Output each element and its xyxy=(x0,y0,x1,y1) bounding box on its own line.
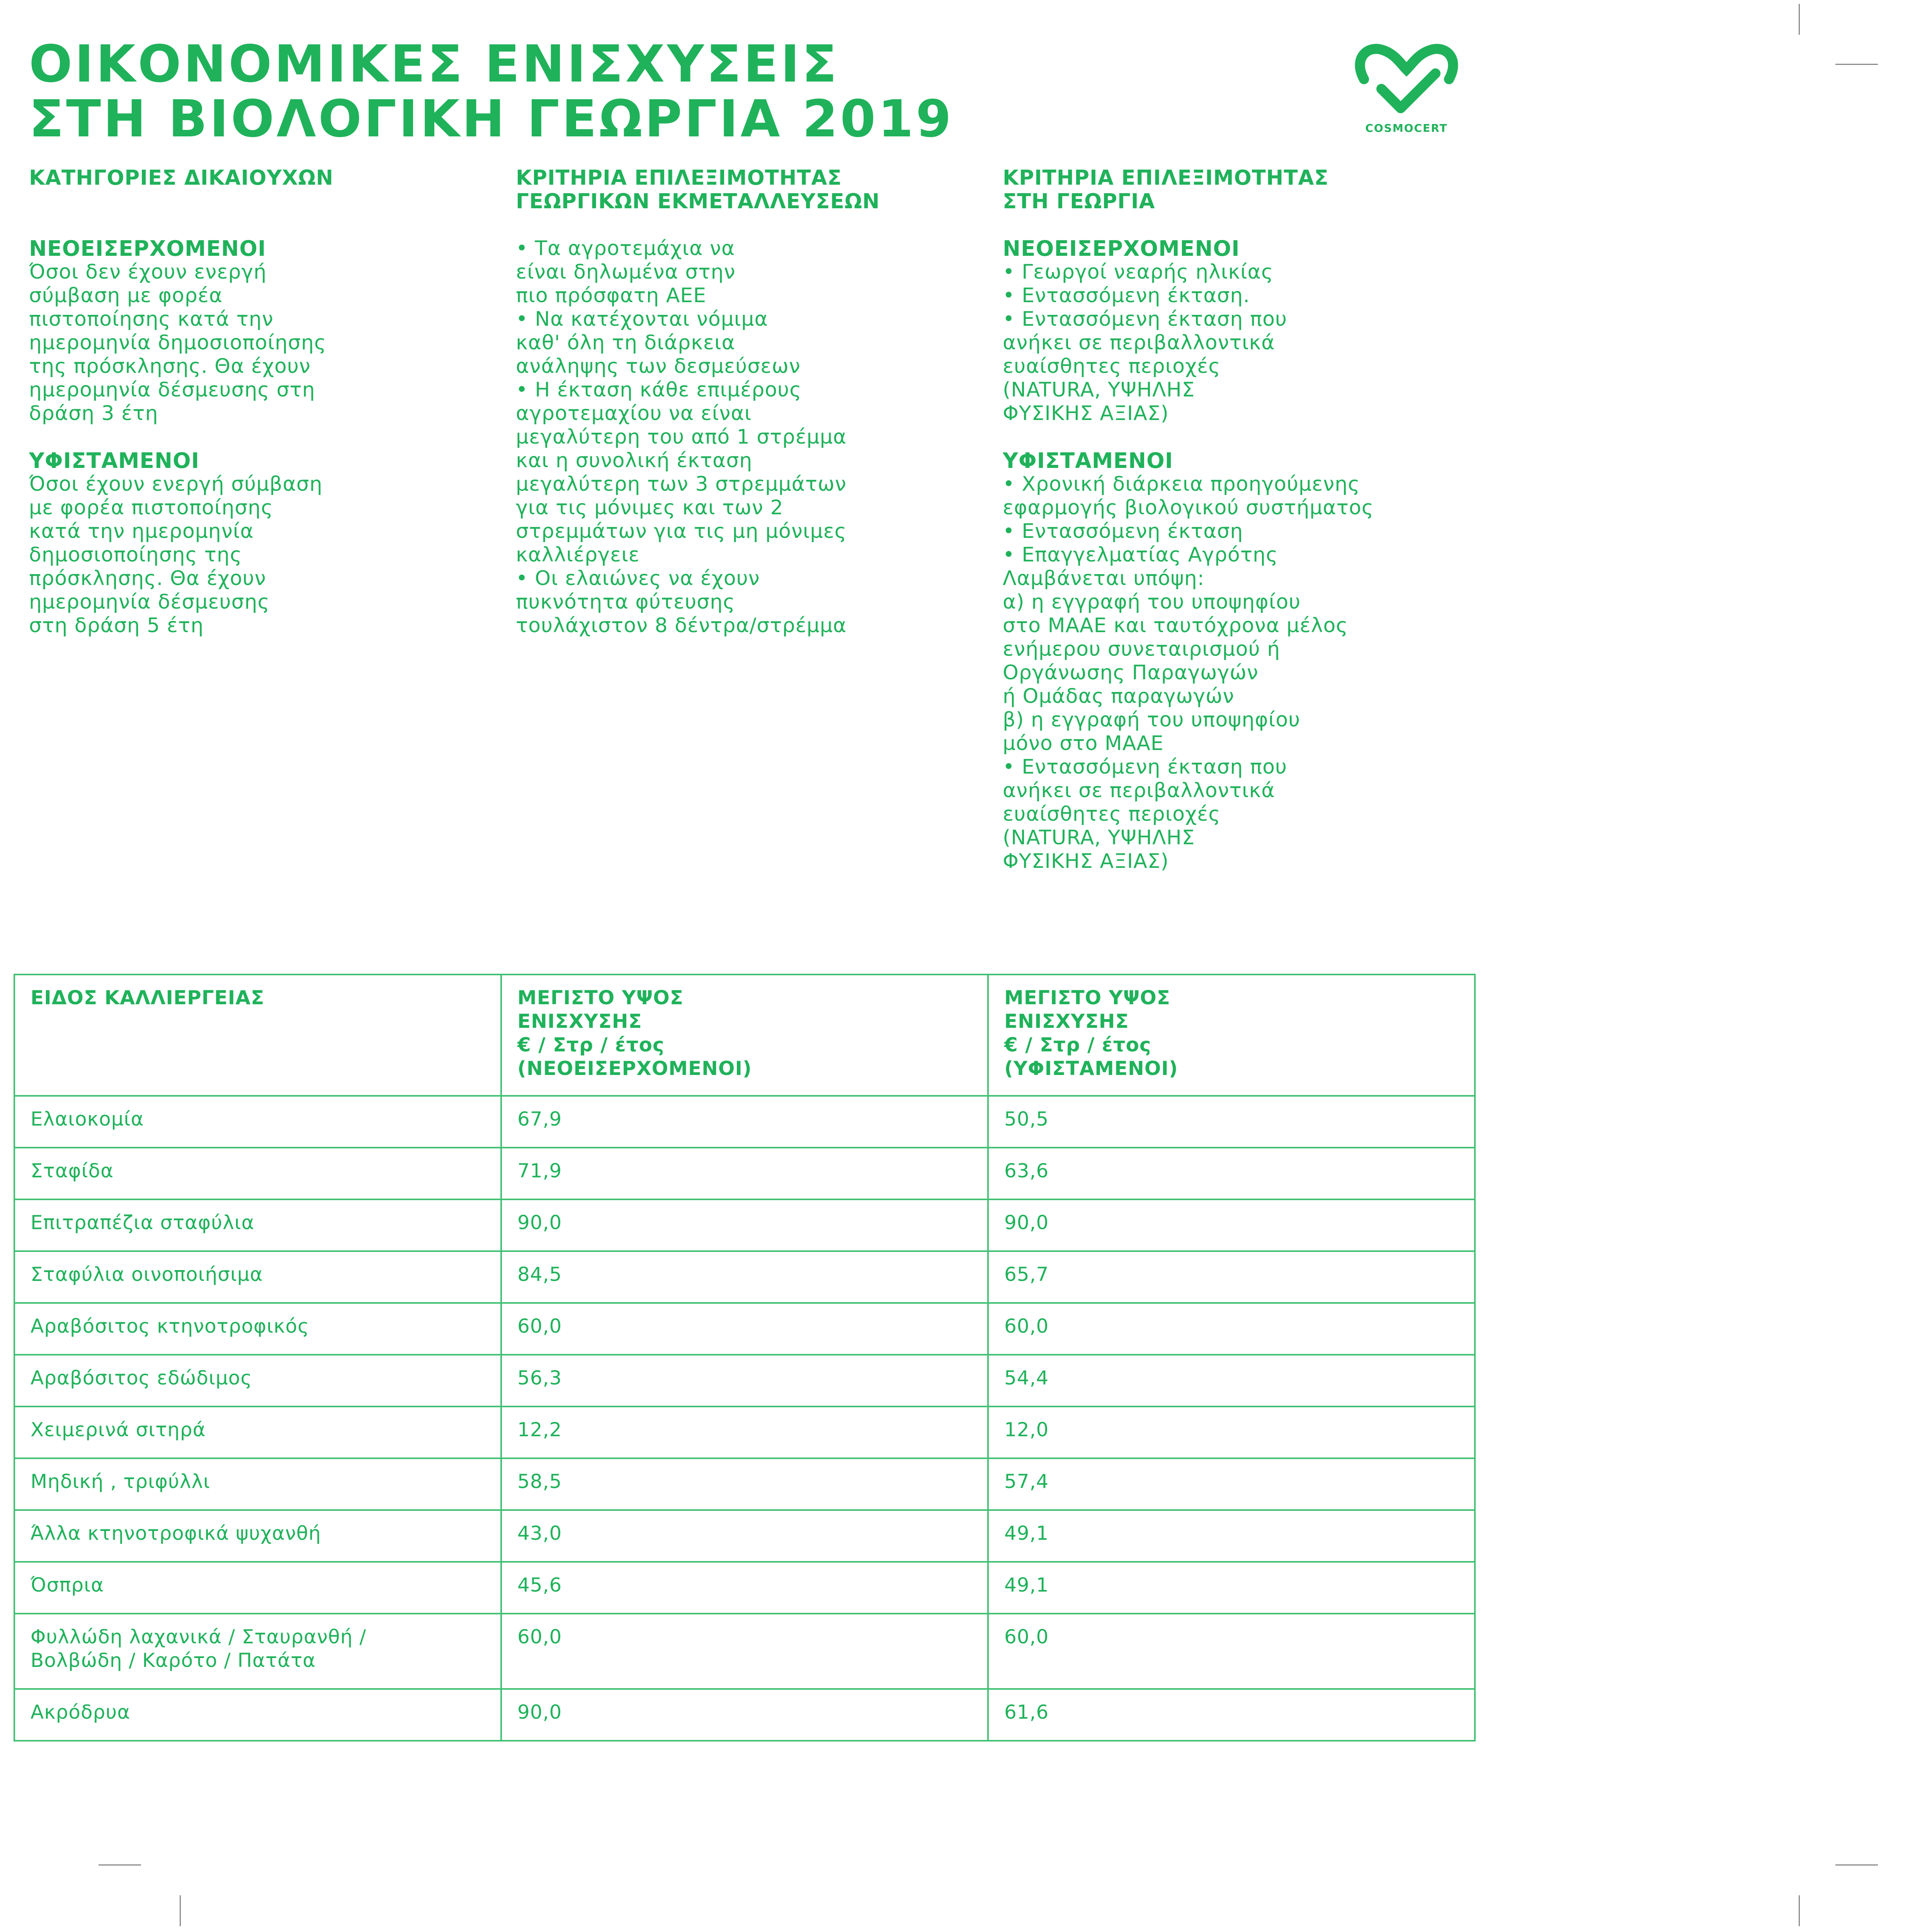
agri-existing-item: • Εντασσόμενη έκταση xyxy=(1003,520,1243,543)
title-line-2: ΣΤΗ ΒΙΟΛΟΓΙΚΗ ΓΕΩΡΓΙΑ 2019 xyxy=(29,89,954,149)
newcomers-description: Όσοι δεν έχουν ενεργή σύμβαση με φορέα πιστοποίησης κατά την ημερομηνία δημοσιοποίησης της πρόσκλησης. Θα έχουν ημερομηνία δέσμευσης στη δράση 3 έτη xyxy=(29,260,327,425)
header-max-existing: ΜΕΓΙΣΤΟ ΥΨΟΣ ΕΝΙΣΧΥΣΗΣ € / Στρ / έτος (ΥΦΙΣΤΑΜΕΝΟΙ) xyxy=(988,975,1475,1096)
table-row xyxy=(14,1689,1475,1741)
subsidy-table xyxy=(14,974,1476,1742)
existing-value-cell: 60,0 xyxy=(988,1614,1475,1689)
crop-name-cell: Άλλα κτηνοτροφικά ψυχανθή xyxy=(14,1510,501,1562)
table-row xyxy=(14,1562,1475,1614)
crop-name-cell: Ακρόδρυα xyxy=(14,1689,501,1741)
table-row xyxy=(14,1096,1475,1148)
existing-value-cell: 63,6 xyxy=(988,1148,1475,1199)
title-line-1: ΟΙΚΟΝΟΜΙΚΕΣ ΕΝΙΣΧΥΣΕΙΣ xyxy=(29,34,839,94)
heart-check-icon xyxy=(1352,43,1461,120)
newcomers-value-cell: 67,9 xyxy=(501,1096,988,1148)
crop-name-cell: Ελαιοκομία xyxy=(14,1096,501,1148)
table-row xyxy=(14,1458,1475,1510)
crop-name-cell: Φυλλώδη λαχανικά / Σταυρανθή / Βολβώδη / Καρότο / Πατάτα xyxy=(14,1614,501,1689)
farm-criteria-item: • Η έκταση κάθε επιμέρους αγροτεμαχίου να είναι μεγαλύτερη του από 1 στρέμμα και η συνολική έκταση μεγαλύτερη των 3 στρεμμάτων για τις μόνιμες και των 2 στρεμμάτων για τις μη μόνιμες καλλιέργειε xyxy=(516,378,847,566)
crop-mark-top-right-horizontal xyxy=(1835,64,1878,65)
newcomers-title: ΝΕΟΕΙΣΕΡΧΟΜΕΝΟΙ xyxy=(29,236,266,261)
existing-value-cell: 50,5 xyxy=(988,1096,1475,1148)
agri-existing-item: • Εντασσόμενη έκταση που ανήκει σε περιβαλλοντικά ευαίσθητες περιοχές (NATURA, ΥΨΗΛΗΣ ΦΥΣΙΚΗΣ ΑΞΙΑΣ) xyxy=(1003,755,1287,873)
agri-newcomers-item: • Εντασσόμενη έκταση που ανήκει σε περιβαλλοντικά ευαίσθητες περιοχές (NATURA, ΥΨΗΛΗΣ ΦΥΣΙΚΗΣ ΑΞΙΑΣ) xyxy=(1003,308,1287,425)
table-row xyxy=(14,1251,1475,1303)
beneficiaries-column xyxy=(29,166,493,661)
existing-value-cell: 49,1 xyxy=(988,1510,1475,1562)
newcomers-value-cell: 60,0 xyxy=(501,1303,988,1355)
table-row xyxy=(14,1510,1475,1562)
agri-newcomers-item: • Γεωργοί νεαρής ηλικίας xyxy=(1003,260,1274,284)
beneficiaries-heading: ΚΑΤΗΓΟΡΙΕΣ ΔΙΚΑΙΟΥΧΩΝ xyxy=(29,166,334,190)
header-crop-type: ΕΙΔΟΣ ΚΑΛΛΙΕΡΓΕΙΑΣ xyxy=(14,975,501,1096)
newcomers-value-cell: 60,0 xyxy=(501,1614,988,1689)
crop-mark-bottom-left-vertical xyxy=(180,1895,181,1926)
farm-criteria-column xyxy=(516,166,980,638)
existing-value-cell: 60,0 xyxy=(988,1303,1475,1355)
newcomers-value-cell: 12,2 xyxy=(501,1406,988,1458)
crop-mark-bottom-left-horizontal xyxy=(99,1864,141,1866)
agri-newcomers-title: ΝΕΟΕΙΣΕΡΧΟΜΕΝΟΙ xyxy=(1003,236,1240,261)
existing-description: Όσοι έχουν ενεργή σύμβαση με φορέα πιστοποίησης κατά την ημερομηνία δημοσιοποίησης της πρόσκλησης. Θα έχουν ημερομηνία δέσμευσης στη δράση 5 έτη xyxy=(29,473,323,637)
crop-name-cell: Όσπρια xyxy=(14,1562,501,1614)
table-row xyxy=(14,1303,1475,1355)
farm-criteria-item: • Τα αγροτεμάχια να είναι δηλωμένα στην πιο πρόσφατη ΑΕΕ xyxy=(516,237,736,307)
crop-name-cell: Επιτραπέζια σταφύλια xyxy=(14,1199,501,1251)
existing-value-cell: 54,4 xyxy=(988,1355,1475,1406)
agri-criteria-heading: ΚΡΙΤΗΡΙΑ ΕΠΙΛΕΞΙΜΟΤΗΤΑΣ ΣΤΗ ΓΕΩΡΓΙΑ xyxy=(1003,166,1329,213)
crop-mark-top-right-vertical xyxy=(1799,4,1800,35)
agri-criteria-column xyxy=(1003,166,1466,873)
agri-newcomers-item: • Εντασσόμενη έκταση. xyxy=(1003,284,1250,307)
newcomers-value-cell: 43,0 xyxy=(501,1510,988,1562)
newcomers-value-cell: 71,9 xyxy=(501,1148,988,1199)
crop-name-cell: Μηδική , τριφύλλι xyxy=(14,1458,501,1510)
table-row xyxy=(14,1199,1475,1251)
crop-name-cell: Χειμερινά σιτηρά xyxy=(14,1406,501,1458)
existing-value-cell: 61,6 xyxy=(988,1689,1475,1741)
agri-existing-item: • Χρονική διάρκεια προηγούμενης εφαρμογής βιολογικού συστήματος xyxy=(1003,473,1374,519)
table-row xyxy=(14,1148,1475,1199)
newcomers-value-cell: 90,0 xyxy=(501,1199,988,1251)
farm-criteria-item: • Οι ελαιώνες να έχουν πυκνότητα φύτευσης τουλάχιστον 8 δέντρα/στρέμμα xyxy=(516,567,847,637)
agri-newcomers-list xyxy=(1003,260,1466,425)
existing-title: ΥΦΙΣΤΑΜΕΝΟΙ xyxy=(29,448,200,473)
existing-value-cell: 90,0 xyxy=(988,1199,1475,1251)
newcomers-value-cell: 56,3 xyxy=(501,1355,988,1406)
newcomers-value-cell: 84,5 xyxy=(501,1251,988,1303)
crop-mark-bottom-right-horizontal xyxy=(1835,1864,1878,1866)
agri-existing-item: • Επαγγελματίας Αγρότης Λαμβάνεται υπόψη: α) η εγγραφή του υποψηφίου στο ΜΑΑΕ και ταυτόχρονα μέλος ενήμερου συνεταιρισμού ή Οργάνωσης Παραγωγών ή Ομάδας παραγωγών β) η εγγραφή του υποψηφίου μόνο στο ΜΑΑΕ xyxy=(1003,543,1348,755)
crop-name-cell: Αραβόσιτος εδώδιμος xyxy=(14,1355,501,1406)
newcomers-value-cell: 45,6 xyxy=(501,1562,988,1614)
newcomers-value-cell: 58,5 xyxy=(501,1458,988,1510)
crop-name-cell: Σταφύλια οινοποιήσιμα xyxy=(14,1251,501,1303)
agri-existing-title: ΥΦΙΣΤΑΜΕΝΟΙ xyxy=(1003,448,1173,473)
cosmocert-logo xyxy=(1349,43,1464,143)
table-row xyxy=(14,1406,1475,1458)
farm-criteria-heading: ΚΡΙΤΗΡΙΑ ΕΠΙΛΕΞΙΜΟΤΗΤΑΣ ΓΕΩΡΓΙΚΩΝ ΕΚΜΕΤΑΛΛΕΥΣΕΩΝ xyxy=(516,166,880,213)
existing-value-cell: 65,7 xyxy=(988,1251,1475,1303)
table-header-row xyxy=(14,975,1475,1096)
table-row xyxy=(14,1614,1475,1689)
existing-value-cell: 57,4 xyxy=(988,1458,1475,1510)
header-max-newcomers: ΜΕΓΙΣΤΟ ΥΨΟΣ ΕΝΙΣΧΥΣΗΣ € / Στρ / έτος (ΝΕΟΕΙΣΕΡΧΟΜΕΝΟΙ) xyxy=(501,975,988,1096)
farm-criteria-item: • Να κατέχονται νόμιμα καθ' όλη τη διάρκεια ανάληψης των δεσμεύσεων xyxy=(516,308,801,378)
agri-existing-list xyxy=(1003,473,1466,873)
existing-value-cell: 49,1 xyxy=(988,1562,1475,1614)
crop-name-cell: Σταφίδα xyxy=(14,1148,501,1199)
crop-name-cell: Αραβόσιτος κτηνοτροφικός xyxy=(14,1303,501,1355)
table-row xyxy=(14,1355,1475,1406)
page-title xyxy=(29,34,1188,149)
crop-mark-bottom-right-vertical xyxy=(1799,1895,1800,1926)
newcomers-value-cell: 90,0 xyxy=(501,1689,988,1741)
existing-value-cell: 12,0 xyxy=(988,1406,1475,1458)
farm-criteria-list xyxy=(516,237,980,638)
logo-text: COSMOCERT xyxy=(1365,122,1448,134)
